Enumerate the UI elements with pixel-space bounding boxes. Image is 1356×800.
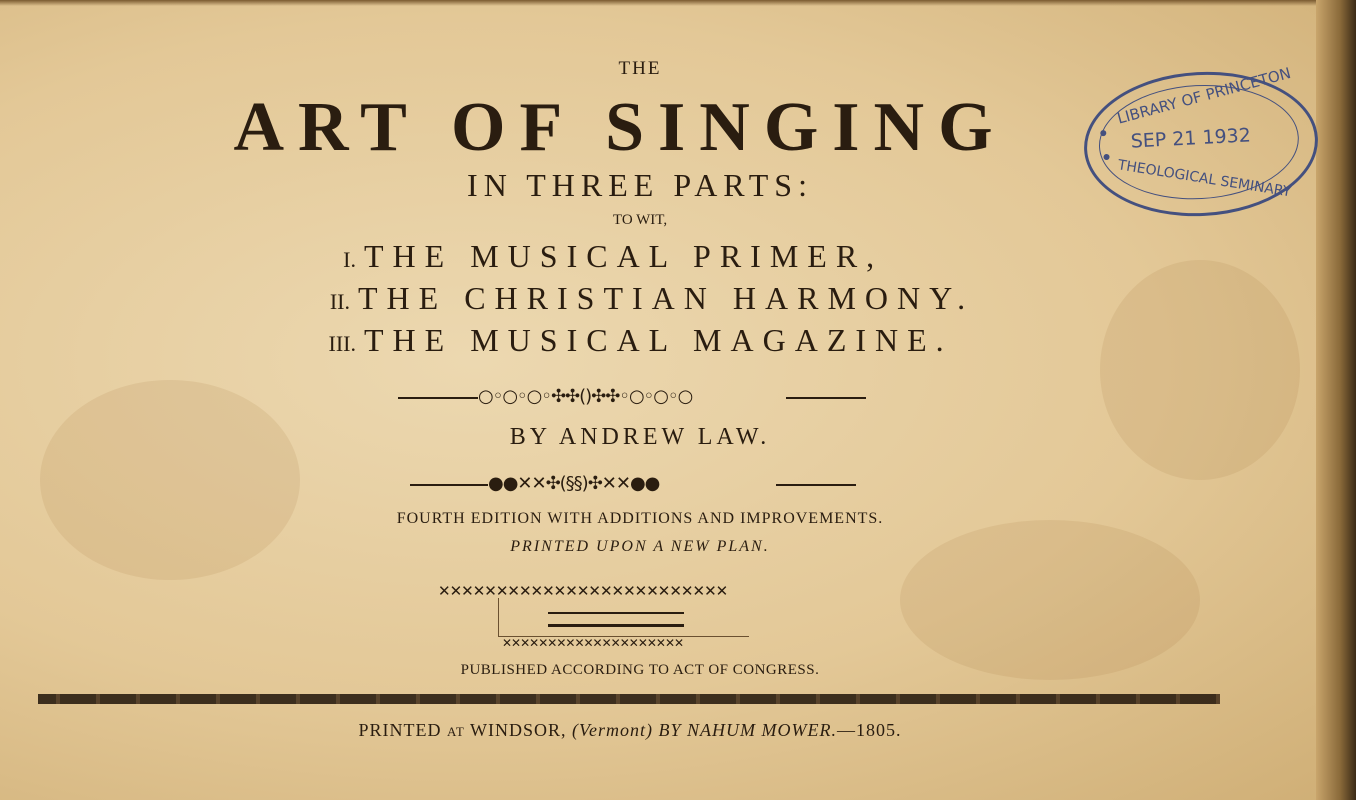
part-line bbox=[298, 322, 953, 359]
book-title: ART OF SINGING bbox=[233, 89, 1007, 166]
paper-stain bbox=[40, 380, 300, 580]
part-numeral: I. bbox=[343, 247, 356, 272]
part-numeral: II. bbox=[329, 289, 350, 314]
ornament-bar bbox=[548, 612, 684, 627]
page-top-edge bbox=[0, 0, 1356, 6]
paper-stain bbox=[1100, 260, 1300, 480]
ornament-rule-left bbox=[410, 484, 488, 486]
thick-rule bbox=[38, 694, 1220, 704]
book-subtitle: IN THREE PARTS: bbox=[467, 167, 813, 203]
stamp-seminary-text: THEOLOGICAL SEMINARY bbox=[1116, 157, 1293, 201]
imprint-line bbox=[240, 720, 1020, 741]
ornament-rule-right bbox=[786, 397, 866, 399]
edition-line: FOURTH EDITION WITH ADDITIONS AND IMPROVEMENTS. bbox=[396, 510, 884, 527]
to-wit: TO WIT, bbox=[612, 212, 668, 228]
ornament-band-small: ✕✕✕✕✕✕✕✕✕✕✕✕✕✕✕✕✕✕✕✕ bbox=[502, 636, 684, 650]
book-spine-edge bbox=[1316, 0, 1356, 800]
part-name: THE MUSICAL MAGAZINE. bbox=[364, 322, 953, 358]
part-name: THE CHRISTIAN HARMONY. bbox=[358, 280, 975, 316]
ornament-band: ✕✕✕✕✕✕✕✕✕✕✕✕✕✕✕✕✕✕✕✕✕✕✕✕✕ bbox=[438, 582, 728, 600]
ornament-flourish: ○◦○◦○◦✣✣()✣✣◦○◦○◦○ bbox=[478, 386, 693, 407]
part-line bbox=[298, 238, 883, 275]
title-article: THE bbox=[618, 58, 662, 79]
part-name: THE MUSICAL PRIMER, bbox=[364, 238, 884, 274]
imprint-at: AT bbox=[446, 724, 465, 739]
library-stamp bbox=[1080, 63, 1321, 222]
ornament-flourish: ●●✕✕✣(§§)✣✕✕●● bbox=[488, 473, 660, 494]
part-line bbox=[292, 280, 974, 317]
author-line: BY ANDREW LAW. bbox=[509, 424, 771, 450]
ornament-rule-right bbox=[776, 484, 856, 486]
published-line: PUBLISHED ACCORDING TO ACT OF CONGRESS. bbox=[460, 662, 820, 678]
paper-stain bbox=[900, 520, 1200, 680]
imprint-year: —1805. bbox=[837, 720, 902, 740]
ornament-rule-left bbox=[398, 397, 478, 399]
part-numeral: III. bbox=[328, 331, 356, 356]
stamp-date: SEP 21 1932 bbox=[1130, 124, 1252, 153]
imprint-place: WINDSOR, bbox=[470, 720, 567, 740]
printed-plan-line: PRINTED UPON A NEW PLAN. bbox=[510, 538, 770, 555]
stamp-library-text: LIBRARY OF PRINCETON bbox=[1115, 63, 1293, 128]
imprint-printer: BY NAHUM MOWER. bbox=[658, 720, 838, 740]
imprint-state: (Vermont) bbox=[572, 720, 654, 740]
imprint-printed: PRINTED bbox=[358, 720, 442, 740]
